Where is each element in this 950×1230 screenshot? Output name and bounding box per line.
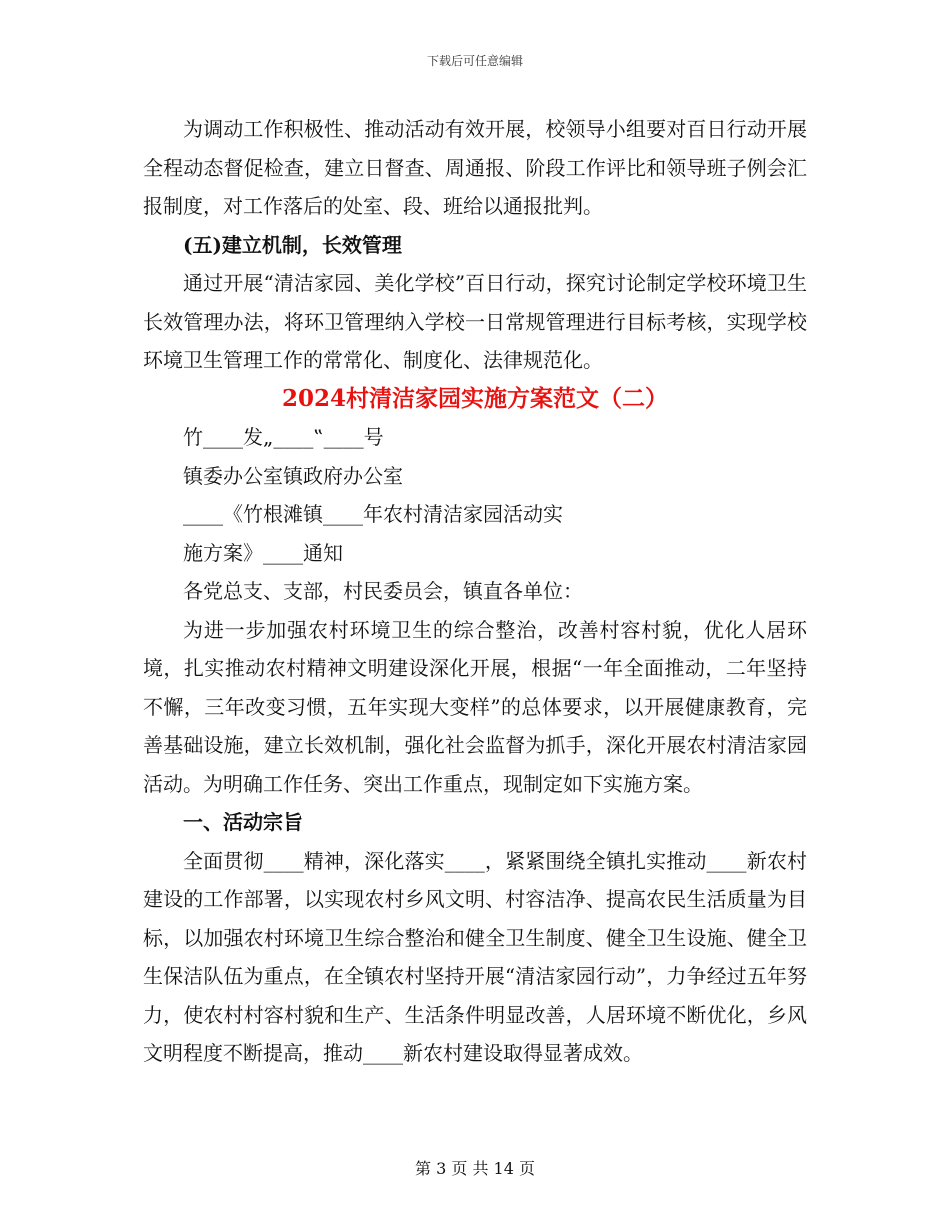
section-heading-one: 一、活动宗旨 [183, 810, 303, 834]
page-footer: 第 3 页 共 14 页 [415, 1159, 535, 1178]
paragraph-purpose: 为进一步加强农村环境卫生的综合整治，改善村容村貌，优化人居环境，扎实推动农村精神文明建设深化开展，根据“一年全面推动，二年坚持不懈，三年改变习惯，五年实现大变样”的总体要求，以开展健康教育，完善基础设施，建立长效机制，强化社会监督为抓手，深化开展农村清洁家园活动。为明确工作任务、突出工作重点，现制定如下实施方案。 [143, 617, 807, 796]
document-number: 竹____发„____‟____号 [183, 425, 384, 449]
document-body [143, 110, 807, 1073]
notice-subject-line-2: 施方案》____通知 [183, 540, 343, 565]
recipients-line: 各党总支、支部，村民委员会，镇直各单位： [183, 579, 583, 603]
paragraph-activity-aim: 全面贯彻____精神，深化落实____，紧紧围绕全镇扎实推动____新农村建设的工作部署，以实现农村乡风文明、村容洁净、提高农民生活质量为目标，以加强农村环境卫生综合整治和健全卫生制度、健全卫生设施、健全卫生保洁队伍为重点，在全镇农村坚持开展“清洁家园行动”，力争经过五年努力，使农村村容村貌和生产、生活条件明显改善，人居环境不断优化，乡风文明程度不断提高，推动____新农村建设取得显著成效。 [143, 848, 807, 1065]
paragraph-long-term-management: 通过开展“清洁家园、美化学校”百日行动，探究讨论制定学校环境卫生长效管理办法，将环卫管理纳入学校一日常规管理进行目标考核，实现学校环境卫生管理工作的常常化、制度化、法律规范化。 [143, 271, 807, 372]
paragraph-supervision: 为调动工作积极性、推动活动有效开展，校领导小组要对百日行动开展全程动态督促检查，建立日督查、周通报、阶段工作评比和领导班子例会汇报制度，对工作落后的处室、段、班给以通报批判。 [143, 117, 807, 218]
page-header: 下载后可任意编辑 [426, 54, 523, 68]
document-title: 2024村清洁家园实施方案范文（二） [281, 384, 668, 412]
issuing-office: 镇委办公室镇政府办公室 [183, 463, 403, 488]
notice-subject-line-1: ____《竹根滩镇____年农村清洁家园活动实 [183, 502, 563, 526]
section-heading-five: (五)建立机制，长效管理 [183, 232, 402, 257]
